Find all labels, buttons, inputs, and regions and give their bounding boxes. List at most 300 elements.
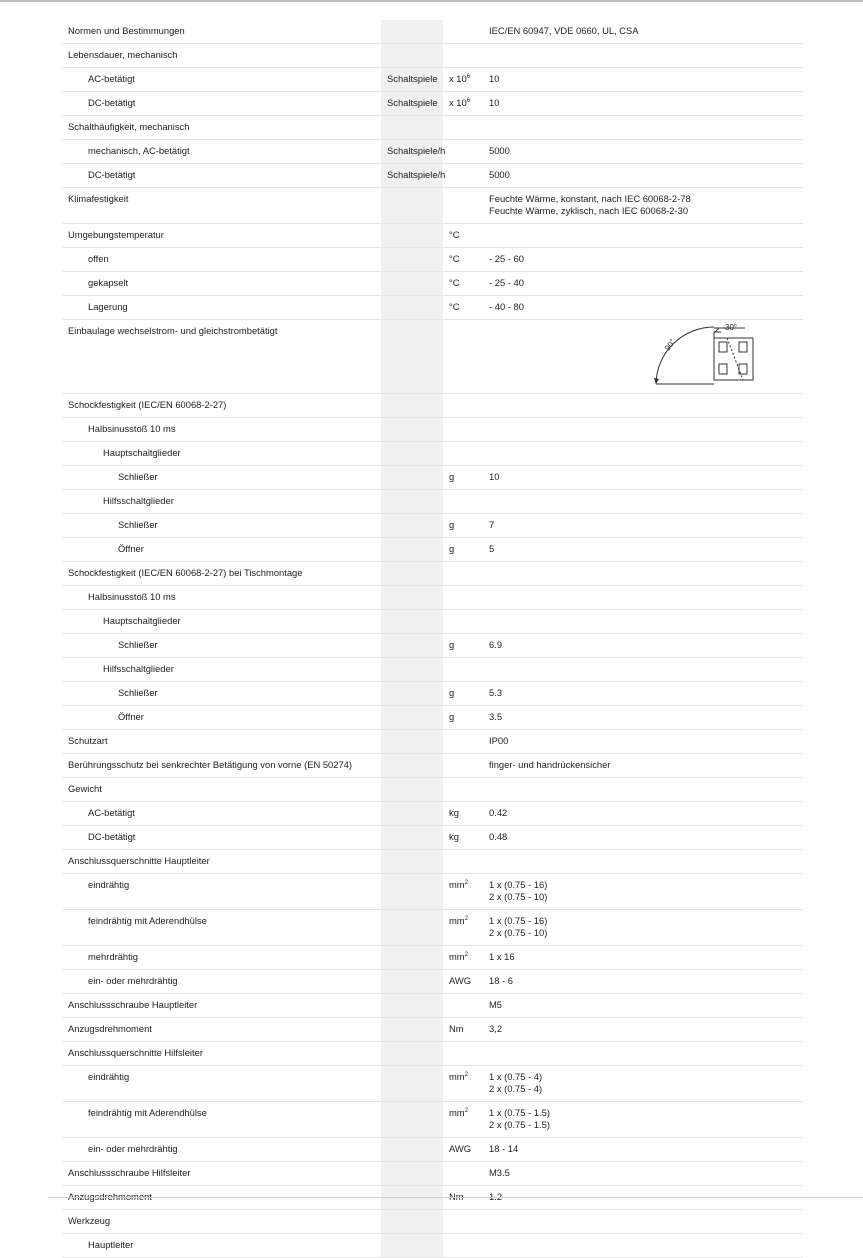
spec-label: Halbsinusstoß 10 ms [62, 418, 381, 442]
spec-row [62, 754, 803, 778]
spec-unit [381, 562, 443, 586]
spec-unit [381, 658, 443, 682]
spec-value-line: finger- und handrückensicher [489, 759, 611, 770]
unit-symbol-text: mm [449, 951, 465, 962]
spec-unit-symbol [443, 418, 483, 442]
spec-value-line: Feuchte Wärme, zyklisch, nach IEC 60068-2-30 [489, 205, 689, 216]
spec-row [62, 730, 803, 754]
spec-value-line: 7 [489, 519, 495, 530]
spec-unit [381, 418, 443, 442]
spec-label: DC-betätigt [62, 826, 381, 850]
spec-unit [381, 490, 443, 514]
arc-90 [656, 327, 714, 384]
spec-value-line: 1 x (0.75 - 4) [489, 1071, 543, 1082]
spec-row [62, 296, 803, 320]
spec-value [483, 514, 803, 538]
spec-unit [381, 826, 443, 850]
spec-value-line: 10 [489, 73, 500, 84]
spec-row [62, 1018, 803, 1042]
spec-value [483, 92, 803, 116]
angle-90-label: 90° [662, 337, 678, 353]
spec-value [483, 140, 803, 164]
spec-unit-symbol [443, 272, 483, 296]
unit-symbol-text: Nm [449, 1023, 464, 1034]
spec-unit-symbol [443, 562, 483, 586]
spec-unit-symbol [443, 92, 483, 116]
spec-value [483, 224, 803, 248]
spec-label: Halbsinusstoß 10 ms [62, 586, 381, 610]
unit-symbol-text: g [449, 711, 455, 722]
spec-label: Öffner [62, 538, 381, 562]
spec-unit-symbol [443, 44, 483, 68]
spec-value [483, 44, 803, 68]
spec-row [62, 68, 803, 92]
spec-value [483, 994, 803, 1018]
spec-label: feindrähtig mit Aderendhülse [62, 910, 381, 946]
spec-label: Schließer [62, 682, 381, 706]
spec-label: Schutzart [62, 730, 381, 754]
spec-label: ein- oder mehrdrähtig [62, 970, 381, 994]
spec-row [62, 272, 803, 296]
spec-row [62, 320, 803, 394]
unit-exponent: 2 [464, 880, 468, 886]
spec-unit [381, 394, 443, 418]
spec-label: Anschlussschraube Hauptleiter [62, 994, 381, 1018]
spec-row [62, 1210, 803, 1234]
unit-exponent: 2 [464, 1108, 468, 1114]
spec-value-line: 18 - 6 [489, 975, 513, 986]
spec-row [62, 224, 803, 248]
spec-unit [381, 1018, 443, 1042]
spec-row [62, 394, 803, 418]
spec-value [483, 850, 803, 874]
unit-exponent: 6 [466, 98, 471, 104]
spec-unit-symbol [443, 1162, 483, 1186]
spec-table-body [62, 20, 803, 1258]
spec-unit-symbol [443, 802, 483, 826]
spec-value [483, 658, 803, 682]
spec-unit-symbol [443, 188, 483, 224]
bottom-rule [48, 1197, 863, 1198]
spec-value-line: 2 x (0.75 - 10) [489, 891, 548, 902]
spec-value-line: 18 - 14 [489, 1143, 519, 1154]
spec-label: Lagerung [62, 296, 381, 320]
unit-exponent: 6 [466, 74, 471, 80]
spec-row [62, 514, 803, 538]
spec-label: ein- oder mehrdrähtig [62, 1138, 381, 1162]
spec-value [483, 1210, 803, 1234]
spec-label: AC-betätigt [62, 802, 381, 826]
unit-symbol-text: AWG [449, 1143, 472, 1154]
spec-value [483, 116, 803, 140]
spec-value [483, 610, 803, 634]
spec-value [483, 296, 803, 320]
spec-label: Schockfestigkeit (IEC/EN 60068-2-27) bei Tischmontage [62, 562, 381, 586]
spec-value-line: 2 x (0.75 - 4) [489, 1083, 543, 1094]
spec-value-line: 1 x 16 [489, 951, 515, 962]
spec-row [62, 778, 803, 802]
spec-value-line: 1 x (0.75 - 16) [489, 915, 548, 926]
spec-value [483, 248, 803, 272]
spec-row [62, 418, 803, 442]
unit-symbol-text: x 10 [449, 73, 467, 84]
spec-unit-symbol [443, 442, 483, 466]
spec-value [483, 1066, 803, 1102]
spec-label: Einbaulage wechselstrom- und gleichstrombetätigt [62, 320, 381, 394]
angle-30-label: 30° [725, 324, 738, 332]
spec-unit [381, 20, 443, 44]
spec-value-line: Feuchte Wärme, konstant, nach IEC 60068-2-78 [489, 193, 691, 204]
spec-value [483, 634, 803, 658]
spec-unit-symbol [443, 658, 483, 682]
spec-unit [381, 910, 443, 946]
spec-unit [381, 1102, 443, 1138]
spec-row [62, 910, 803, 946]
spec-row [62, 850, 803, 874]
spec-label: DC-betätigt [62, 164, 381, 188]
spec-value-line: 5.3 [489, 687, 503, 698]
spec-unit [381, 610, 443, 634]
spec-unit [381, 1210, 443, 1234]
spec-label: eindrähtig [62, 874, 381, 910]
spec-label: Anschlussquerschnitte Hauptleiter [62, 850, 381, 874]
spec-unit-symbol [443, 970, 483, 994]
spec-unit: Schaltspiele [381, 92, 443, 116]
spec-value-line: 6.9 [489, 639, 503, 650]
spec-unit-symbol [443, 634, 483, 658]
spec-label: mechanisch, AC-betätigt [62, 140, 381, 164]
spec-label: feindrähtig mit Aderendhülse [62, 1102, 381, 1138]
spec-unit-symbol [443, 1210, 483, 1234]
spec-unit-symbol [443, 874, 483, 910]
spec-unit [381, 466, 443, 490]
spec-value [483, 164, 803, 188]
spec-row [62, 538, 803, 562]
spec-row [62, 1102, 803, 1138]
spec-label: Klimafestigkeit [62, 188, 381, 224]
unit-symbol-text: g [449, 519, 455, 530]
spec-unit-symbol [443, 514, 483, 538]
spec-label: Anzugsdrehmoment [62, 1018, 381, 1042]
spec-value [483, 1018, 803, 1042]
spec-unit [381, 802, 443, 826]
spec-row [62, 466, 803, 490]
unit-symbol-text: mm [449, 1107, 465, 1118]
spec-unit-symbol [443, 248, 483, 272]
spec-row [62, 490, 803, 514]
spec-unit-symbol [443, 1042, 483, 1066]
spec-unit-symbol [443, 994, 483, 1018]
unit-symbol-text: g [449, 471, 455, 482]
spec-unit [381, 296, 443, 320]
spec-unit-symbol [443, 296, 483, 320]
spec-value [483, 910, 803, 946]
spec-unit [381, 442, 443, 466]
spec-value-line: - 25 - 40 [489, 277, 524, 288]
spec-label: eindrähtig [62, 1066, 381, 1102]
spec-value [483, 562, 803, 586]
spec-unit-symbol [443, 754, 483, 778]
spec-unit [381, 1162, 443, 1186]
spec-row [62, 116, 803, 140]
spec-row [62, 682, 803, 706]
spec-value [483, 1102, 803, 1138]
spec-row [62, 586, 803, 610]
spec-row [62, 970, 803, 994]
spec-unit [381, 946, 443, 970]
spec-row [62, 610, 803, 634]
spec-row [62, 874, 803, 910]
spec-unit-symbol [443, 164, 483, 188]
spec-unit [381, 1042, 443, 1066]
spec-row [62, 994, 803, 1018]
spec-unit-symbol [443, 1018, 483, 1042]
spec-value-line: IEC/EN 60947, VDE 0660, UL, CSA [489, 25, 639, 36]
spec-label: Hilfsschaltglieder [62, 490, 381, 514]
spec-unit-symbol [443, 706, 483, 730]
spec-unit-symbol [443, 116, 483, 140]
spec-label: DC-betätigt [62, 92, 381, 116]
spec-row [62, 1162, 803, 1186]
spec-value-line: 3.5 [489, 711, 503, 722]
spec-row [62, 562, 803, 586]
unit-symbol-text: °C [449, 229, 460, 240]
unit-symbol-text: mm [449, 915, 465, 926]
spec-table [62, 20, 803, 1258]
spec-value [483, 826, 803, 850]
spec-label: Schließer [62, 466, 381, 490]
unit-symbol-text: g [449, 687, 455, 698]
spec-unit [381, 730, 443, 754]
spec-row [62, 188, 803, 224]
spec-unit [381, 706, 443, 730]
spec-unit [381, 754, 443, 778]
spec-unit [381, 778, 443, 802]
unit-symbol-text: g [449, 639, 455, 650]
spec-unit [381, 116, 443, 140]
spec-unit: Schaltspiele/h [381, 164, 443, 188]
spec-row [62, 92, 803, 116]
spec-unit [381, 850, 443, 874]
spec-value [483, 272, 803, 296]
spec-label: Anschlussschraube Hilfsleiter [62, 1162, 381, 1186]
spec-unit-symbol [443, 490, 483, 514]
spec-value-line: 5000 [489, 145, 510, 156]
spec-unit-symbol [443, 140, 483, 164]
spec-unit-symbol [443, 610, 483, 634]
spec-unit-symbol [443, 320, 483, 394]
spec-unit-symbol [443, 1234, 483, 1258]
spec-unit [381, 320, 443, 394]
spec-value [483, 1162, 803, 1186]
spec-value [483, 442, 803, 466]
spec-row [62, 946, 803, 970]
spec-value [483, 778, 803, 802]
spec-unit-symbol [443, 850, 483, 874]
spec-unit-symbol [443, 778, 483, 802]
spec-value [483, 1234, 803, 1258]
spec-label: Lebensdauer, mechanisch [62, 44, 381, 68]
spec-unit-symbol [443, 1138, 483, 1162]
unit-symbol-text: °C [449, 277, 460, 288]
spec-label: Gewicht [62, 778, 381, 802]
spec-row [62, 20, 803, 44]
spec-value [483, 946, 803, 970]
top-rule [0, 0, 863, 2]
spec-value [483, 188, 803, 224]
spec-unit-symbol [443, 466, 483, 490]
unit-exponent: 2 [464, 916, 468, 922]
spec-value-line: 1 x (0.75 - 16) [489, 879, 548, 890]
spec-row [62, 1066, 803, 1102]
unit-symbol-text: kg [449, 831, 459, 842]
spec-value [483, 1042, 803, 1066]
spec-row [62, 634, 803, 658]
spec-value [483, 394, 803, 418]
spec-unit [381, 682, 443, 706]
spec-value-line: 2 x (0.75 - 1.5) [489, 1119, 550, 1130]
spec-row [62, 164, 803, 188]
unit-symbol-text: x 10 [449, 97, 467, 108]
spec-label: Schließer [62, 514, 381, 538]
spec-unit [381, 272, 443, 296]
spec-unit [381, 1066, 443, 1102]
spec-unit [381, 538, 443, 562]
spec-label: Hilfsschaltglieder [62, 658, 381, 682]
unit-symbol-text: °C [449, 301, 460, 312]
spec-value [483, 418, 803, 442]
unit-symbol-text: kg [449, 807, 459, 818]
spec-value [483, 754, 803, 778]
spec-value-line: - 25 - 60 [489, 253, 524, 264]
spec-unit: Schaltspiele/h [381, 140, 443, 164]
unit-symbol-text: g [449, 543, 455, 554]
spec-value-line: 5000 [489, 169, 510, 180]
spec-value [483, 802, 803, 826]
spec-value [483, 874, 803, 910]
spec-label: Normen und Bestimmungen [62, 20, 381, 44]
spec-label: Schalthäufigkeit, mechanisch [62, 116, 381, 140]
spec-label: Hauptleiter [62, 1234, 381, 1258]
spec-unit-symbol [443, 682, 483, 706]
spec-row [62, 1042, 803, 1066]
spec-unit-symbol [443, 1066, 483, 1102]
spec-unit-symbol [443, 394, 483, 418]
spec-unit [381, 994, 443, 1018]
spec-value-line: IP00 [489, 735, 509, 746]
spec-value-line: 1 x (0.75 - 1.5) [489, 1107, 550, 1118]
spec-unit [381, 970, 443, 994]
spec-row [62, 442, 803, 466]
spec-value [483, 730, 803, 754]
spec-unit-symbol [443, 538, 483, 562]
unit-symbol-text: mm [449, 1071, 465, 1082]
spec-unit-symbol [443, 20, 483, 44]
spec-label: offen [62, 248, 381, 272]
spec-unit [381, 1138, 443, 1162]
spec-value [483, 490, 803, 514]
spec-value [483, 706, 803, 730]
unit-exponent: 2 [464, 952, 468, 958]
spec-value-line: 2 x (0.75 - 10) [489, 927, 548, 938]
spec-value-line: M3.5 [489, 1167, 510, 1178]
mounting-position-diagram [653, 324, 773, 388]
spec-value-line: 0.42 [489, 807, 508, 818]
spec-value-line: - 40 - 80 [489, 301, 524, 312]
spec-value-line: 3,2 [489, 1023, 503, 1034]
mounting-diagram-cell [483, 320, 803, 394]
spec-value [483, 538, 803, 562]
spec-row [62, 1138, 803, 1162]
spec-unit-symbol [443, 730, 483, 754]
spec-label: mehrdrähtig [62, 946, 381, 970]
spec-label: Umgebungstemperatur [62, 224, 381, 248]
spec-value-line: 10 [489, 471, 500, 482]
spec-unit [381, 586, 443, 610]
spec-row [62, 826, 803, 850]
spec-label: Schockfestigkeit (IEC/EN 60068-2-27) [62, 394, 381, 418]
spec-unit [381, 514, 443, 538]
spec-label: Öffner [62, 706, 381, 730]
unit-symbol-text: mm [449, 879, 465, 890]
spec-row [62, 1234, 803, 1258]
unit-symbol-text: AWG [449, 975, 472, 986]
spec-unit-symbol [443, 586, 483, 610]
unit-symbol-text: °C [449, 253, 460, 264]
spec-unit [381, 248, 443, 272]
spec-row [62, 140, 803, 164]
spec-label: Schließer [62, 634, 381, 658]
spec-unit: Schaltspiele [381, 68, 443, 92]
spec-value [483, 682, 803, 706]
spec-value [483, 20, 803, 44]
spec-unit [381, 224, 443, 248]
spec-unit-symbol [443, 1102, 483, 1138]
spec-value [483, 466, 803, 490]
spec-label: Anschlussquerschnitte Hilfsleiter [62, 1042, 381, 1066]
spec-unit [381, 44, 443, 68]
spec-value [483, 970, 803, 994]
spec-value-line: M5 [489, 999, 503, 1010]
spec-unit [381, 188, 443, 224]
spec-unit-symbol [443, 946, 483, 970]
spec-unit [381, 1234, 443, 1258]
unit-exponent: 2 [464, 1072, 468, 1078]
spec-row [62, 706, 803, 730]
spec-row [62, 658, 803, 682]
spec-value [483, 1138, 803, 1162]
spec-value [483, 586, 803, 610]
spec-label: Berührungsschutz bei senkrechter Betätigung von vorne (EN 50274) [62, 754, 381, 778]
spec-value-line: 10 [489, 97, 500, 108]
spec-value-line: 0.48 [489, 831, 508, 842]
spec-row [62, 44, 803, 68]
spec-unit-symbol [443, 224, 483, 248]
spec-row [62, 802, 803, 826]
spec-unit-symbol [443, 910, 483, 946]
spec-value [483, 68, 803, 92]
spec-label: AC-betätigt [62, 68, 381, 92]
spec-unit-symbol [443, 826, 483, 850]
spec-label: Hauptschaltglieder [62, 442, 381, 466]
spec-row [62, 248, 803, 272]
spec-value-line: 5 [489, 543, 495, 554]
spec-unit-symbol [443, 68, 483, 92]
spec-label: Hauptschaltglieder [62, 610, 381, 634]
spec-unit [381, 634, 443, 658]
spec-label: Werkzeug [62, 1210, 381, 1234]
spec-unit [381, 874, 443, 910]
